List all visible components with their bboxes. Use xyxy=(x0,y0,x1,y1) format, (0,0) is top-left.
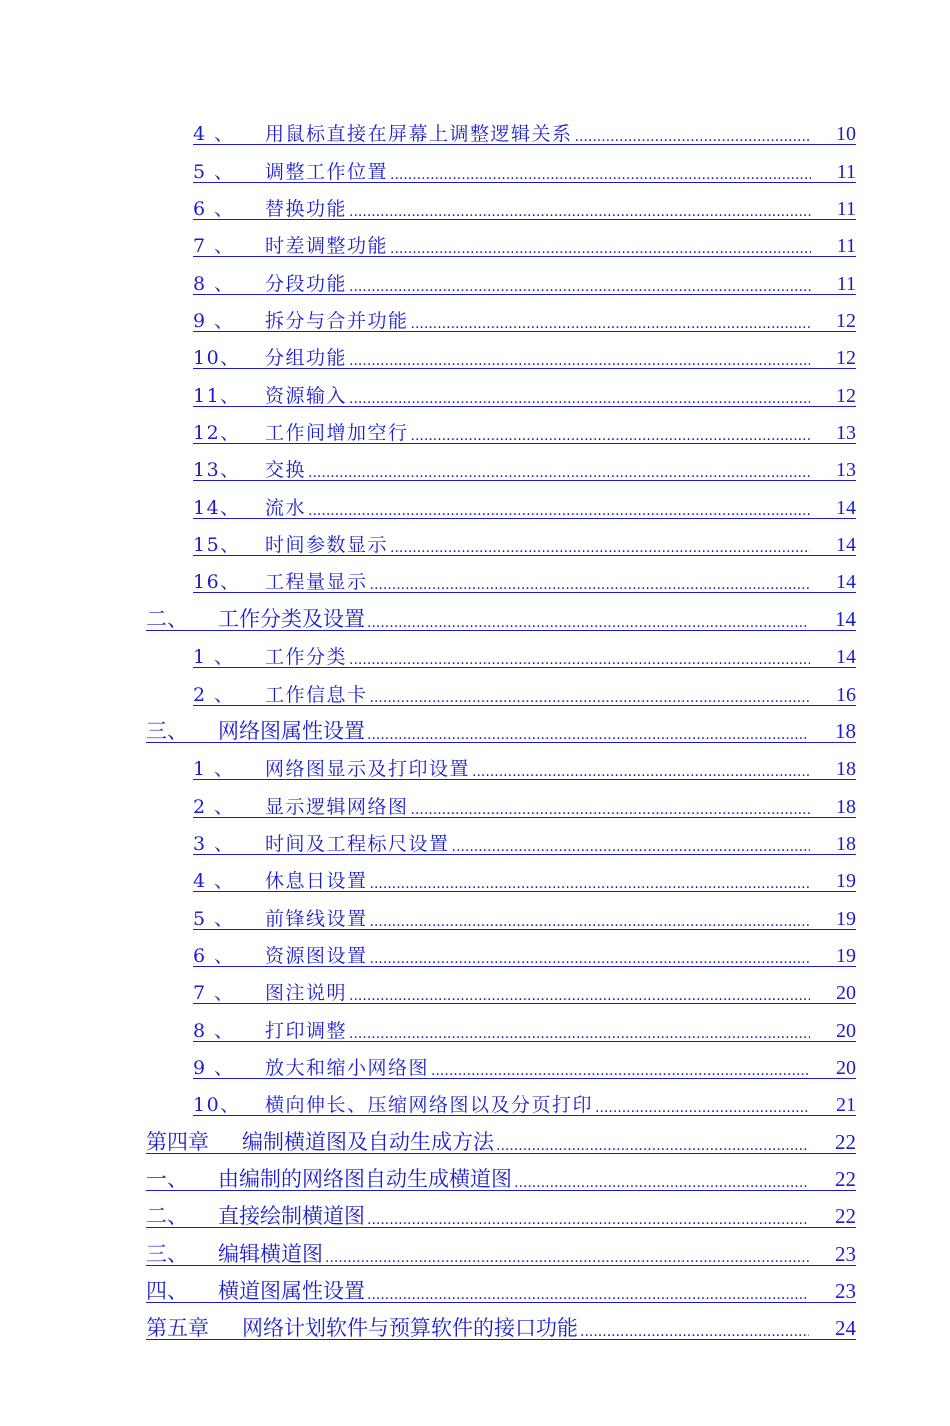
toc-entry-link[interactable] xyxy=(193,946,856,967)
toc-entry-page-number: 19 xyxy=(836,907,856,930)
toc-entry-number: 6 、 xyxy=(193,198,235,221)
toc-entry-page-number: 18 xyxy=(836,832,856,855)
toc-entry-link[interactable] xyxy=(193,834,856,855)
toc-entry-title: 分段功能 xyxy=(265,272,348,295)
toc-entry-number: 9 、 xyxy=(193,310,235,333)
toc-dot-leader xyxy=(349,989,810,1003)
toc-entry xyxy=(0,449,950,486)
toc-entry-page-number: 20 xyxy=(836,1019,856,1042)
toc-entry-title: 分组功能 xyxy=(265,347,348,370)
toc-entry-number: 三、 xyxy=(146,718,188,743)
toc-entry-page-number: 24 xyxy=(835,1316,856,1341)
toc-entry xyxy=(0,262,950,299)
toc-entry-link[interactable] xyxy=(193,909,856,930)
toc-dot-leader xyxy=(370,952,810,966)
toc-entry-link[interactable] xyxy=(193,983,856,1004)
toc-entry-title: 网络图显示及打印设置 xyxy=(265,758,471,781)
toc-entry-page-number: 14 xyxy=(836,646,856,669)
toc-entry-page-number: 19 xyxy=(836,944,856,967)
toc-dot-leader xyxy=(496,1139,809,1153)
toc-entry-page-number: 12 xyxy=(836,347,856,370)
toc-dot-leader xyxy=(472,765,810,779)
toc-entry xyxy=(0,711,950,748)
toc-dot-leader xyxy=(367,616,809,630)
toc-entry-page-number: 16 xyxy=(836,683,856,706)
toc-entry-link[interactable] xyxy=(146,606,856,631)
toc-dot-leader xyxy=(411,803,810,817)
toc-dot-leader xyxy=(452,840,810,854)
toc-entry xyxy=(0,1196,950,1233)
toc-dot-leader xyxy=(367,1288,809,1302)
toc-entry-number: 5 、 xyxy=(193,907,235,930)
toc-entry-link[interactable] xyxy=(193,797,856,818)
toc-entry-link[interactable] xyxy=(146,1129,856,1154)
toc-entry-link[interactable] xyxy=(193,460,856,481)
toc-entry-link[interactable] xyxy=(193,162,856,183)
toc-entry-link[interactable] xyxy=(193,498,856,519)
toc-entry-title: 前锋线设置 xyxy=(265,907,368,930)
toc-dot-leader xyxy=(308,504,810,518)
toc-entry-page-number: 20 xyxy=(836,1056,856,1079)
toc-dot-leader xyxy=(575,130,810,144)
toc-entry xyxy=(0,300,950,337)
toc-entry-link[interactable] xyxy=(146,1206,856,1228)
toc-entry-link[interactable] xyxy=(146,1318,856,1340)
toc-entry-link[interactable] xyxy=(146,718,856,743)
toc-entry xyxy=(0,1084,950,1121)
toc-entry-number: 4 、 xyxy=(193,870,235,893)
toc-entry-link[interactable] xyxy=(146,1281,856,1303)
toc-dot-leader xyxy=(349,392,810,406)
toc-entry xyxy=(0,598,950,635)
toc-entry-title: 工作分类及设置 xyxy=(218,606,365,631)
toc-dot-leader xyxy=(349,205,811,219)
toc-entry-page-number: 11 xyxy=(836,198,856,221)
toc-dot-leader xyxy=(370,691,810,705)
toc-entry-page-number: 22 xyxy=(835,1166,856,1191)
toc-entry-page-number: 13 xyxy=(836,459,856,482)
toc-entry-number: 1 、 xyxy=(193,758,235,781)
toc-dot-leader xyxy=(349,653,810,667)
toc-entry xyxy=(0,1233,950,1270)
toc-entry-number: 四、 xyxy=(146,1279,188,1303)
table-of-contents xyxy=(0,113,950,1345)
toc-entry-page-number: 20 xyxy=(836,982,856,1005)
toc-dot-leader xyxy=(367,728,809,742)
toc-entry-link[interactable] xyxy=(193,199,856,220)
toc-dot-leader xyxy=(349,1027,810,1041)
toc-entry-title: 打印调整 xyxy=(265,1019,348,1042)
toc-entry-page-number: 18 xyxy=(836,758,856,781)
toc-entry-number: 二、 xyxy=(146,1204,188,1229)
toc-entry-title: 工程量显示 xyxy=(265,571,368,594)
toc-entry xyxy=(0,860,950,897)
toc-entry-number: 第四章 xyxy=(146,1129,209,1154)
toc-entry-title: 替换功能 xyxy=(265,198,348,221)
toc-entry-number: 7 、 xyxy=(193,982,235,1005)
toc-entry-page-number: 23 xyxy=(835,1279,856,1303)
toc-entry-number: 三、 xyxy=(146,1241,188,1266)
toc-entry xyxy=(0,636,950,673)
toc-entry-link[interactable] xyxy=(193,423,856,444)
toc-dot-leader xyxy=(390,541,810,555)
toc-entry xyxy=(0,1159,950,1196)
toc-entry-number: 8 、 xyxy=(193,1019,235,1042)
toc-entry-page-number: 23 xyxy=(835,1241,856,1266)
toc-entry-number: 9 、 xyxy=(193,1056,235,1079)
toc-entry-number: 10、 xyxy=(193,1094,241,1117)
toc-dot-leader xyxy=(411,429,810,443)
toc-entry xyxy=(0,1009,950,1046)
toc-entry-title: 网络图属性设置 xyxy=(218,718,365,743)
toc-entry xyxy=(0,1271,950,1308)
toc-entry-number: 13、 xyxy=(193,459,241,482)
toc-entry xyxy=(0,972,950,1009)
toc-entry xyxy=(0,785,950,822)
toc-entry-number: 2 、 xyxy=(193,683,235,706)
toc-entry-number: 16、 xyxy=(193,571,241,594)
toc-entry xyxy=(0,412,950,449)
toc-entry-title: 横道图属性设置 xyxy=(218,1279,365,1303)
toc-entry-number: 3 、 xyxy=(193,832,235,855)
toc-entry-title: 用鼠标直接在屏幕上调整逻辑关系 xyxy=(265,123,573,146)
toc-entry-title: 放大和缩小网络图 xyxy=(265,1056,430,1079)
toc-entry-page-number: 21 xyxy=(836,1094,856,1117)
toc-entry-page-number: 22 xyxy=(835,1129,856,1154)
toc-entry-number: 7 、 xyxy=(193,235,235,258)
toc-entry-link[interactable] xyxy=(193,311,856,332)
toc-dot-leader xyxy=(411,317,810,331)
toc-entry xyxy=(0,150,950,187)
toc-entry-link[interactable] xyxy=(193,1021,856,1042)
toc-entry-number: 2 、 xyxy=(193,795,235,818)
toc-entry-title: 网络计划软件与预算软件的接口功能 xyxy=(242,1316,578,1341)
toc-dot-leader xyxy=(349,280,811,294)
toc-entry-page-number: 12 xyxy=(836,384,856,407)
toc-dot-leader xyxy=(390,168,811,182)
toc-dot-leader xyxy=(431,1064,810,1078)
toc-dot-leader xyxy=(349,354,810,368)
toc-entry-link[interactable] xyxy=(193,871,856,892)
toc-entry-number: 6 、 xyxy=(193,944,235,967)
toc-entry-title: 图注说明 xyxy=(265,982,348,1005)
toc-dot-leader xyxy=(390,242,811,256)
toc-entry-title: 编制横道图及自动生成方法 xyxy=(242,1129,494,1154)
toc-entry-page-number: 14 xyxy=(835,606,856,631)
toc-entry-number: 第五章 xyxy=(146,1316,209,1341)
toc-entry-link[interactable] xyxy=(193,386,856,407)
toc-entry-link[interactable] xyxy=(146,1241,856,1266)
toc-entry-number: 5 、 xyxy=(193,160,235,183)
toc-entry-page-number: 19 xyxy=(836,870,856,893)
toc-dot-leader xyxy=(325,1251,809,1265)
toc-entry-number: 8 、 xyxy=(193,272,235,295)
toc-entry-link[interactable] xyxy=(193,274,856,295)
toc-entry xyxy=(0,524,950,561)
toc-entry-page-number: 11 xyxy=(836,272,856,295)
toc-entry-page-number: 18 xyxy=(835,718,856,743)
toc-entry-page-number: 10 xyxy=(836,123,856,146)
toc-entry-number: 11、 xyxy=(193,384,241,407)
toc-entry xyxy=(0,935,950,972)
toc-entry xyxy=(0,486,950,523)
toc-entry xyxy=(0,561,950,598)
toc-entry-link[interactable] xyxy=(193,124,856,145)
toc-entry-link[interactable] xyxy=(193,236,856,257)
toc-entry-link[interactable] xyxy=(193,759,856,780)
toc-entry xyxy=(0,113,950,150)
toc-entry-page-number: 14 xyxy=(836,534,856,557)
toc-entry-page-number: 11 xyxy=(836,235,856,258)
toc-entry-number: 14、 xyxy=(193,496,241,519)
toc-entry-number: 10、 xyxy=(193,347,241,370)
toc-entry-number: 1 、 xyxy=(193,646,235,669)
toc-entry-link[interactable] xyxy=(193,1058,856,1079)
toc-entry-title: 时间及工程标尺设置 xyxy=(265,832,450,855)
toc-entry-number: 15、 xyxy=(193,534,241,557)
toc-dot-leader xyxy=(370,915,810,929)
toc-entry-title: 工作间增加空行 xyxy=(265,422,409,445)
toc-dot-leader xyxy=(370,877,810,891)
toc-entry-title: 时间参数显示 xyxy=(265,534,389,557)
toc-entry-title: 流水 xyxy=(265,496,307,519)
toc-entry-title: 显示逻辑网络图 xyxy=(265,795,409,818)
toc-entry-title: 横向伸长、压缩网络图以及分页打印 xyxy=(265,1094,594,1117)
toc-dot-leader xyxy=(580,1325,809,1339)
toc-entry-title: 由编制的网络图自动生成横道图 xyxy=(218,1166,512,1191)
toc-entry-link[interactable] xyxy=(193,348,856,369)
toc-entry xyxy=(0,1308,950,1345)
toc-entry-title: 直接绘制横道图 xyxy=(218,1204,365,1229)
toc-entry-page-number: 11 xyxy=(836,160,856,183)
toc-entry-title: 拆分与合并功能 xyxy=(265,310,409,333)
toc-entry-link[interactable] xyxy=(146,1166,856,1191)
toc-entry-number: 12、 xyxy=(193,422,241,445)
toc-entry xyxy=(0,748,950,785)
toc-entry-page-number: 18 xyxy=(836,795,856,818)
toc-entry-link[interactable] xyxy=(193,685,856,706)
toc-entry-number: 一、 xyxy=(146,1166,188,1191)
toc-entry-title: 交换 xyxy=(265,459,307,482)
toc-dot-leader xyxy=(370,578,810,592)
toc-entry-page-number: 14 xyxy=(836,496,856,519)
toc-entry-link[interactable] xyxy=(193,1095,856,1116)
toc-entry-title: 编辑横道图 xyxy=(218,1241,323,1266)
toc-dot-leader xyxy=(595,1101,810,1115)
toc-entry-link[interactable] xyxy=(193,572,856,593)
toc-entry-page-number: 22 xyxy=(835,1204,856,1229)
toc-entry-link[interactable] xyxy=(193,535,856,556)
toc-entry xyxy=(0,673,950,710)
toc-entry xyxy=(0,1121,950,1158)
toc-entry xyxy=(0,337,950,374)
toc-entry-link[interactable] xyxy=(193,647,856,668)
toc-entry-page-number: 12 xyxy=(836,310,856,333)
toc-entry-title: 工作分类 xyxy=(265,646,348,669)
toc-entry-page-number: 13 xyxy=(836,422,856,445)
toc-dot-leader xyxy=(367,1213,809,1227)
toc-entry-number: 4 、 xyxy=(193,123,235,146)
toc-entry xyxy=(0,1047,950,1084)
toc-dot-leader xyxy=(514,1176,809,1190)
toc-entry xyxy=(0,188,950,225)
toc-entry-page-number: 14 xyxy=(836,571,856,594)
toc-dot-leader xyxy=(308,466,810,480)
toc-entry xyxy=(0,225,950,262)
toc-entry-number: 二、 xyxy=(146,606,188,631)
toc-entry xyxy=(0,823,950,860)
toc-entry-title: 资源图设置 xyxy=(265,944,368,967)
toc-entry-title: 工作信息卡 xyxy=(265,683,368,706)
toc-entry xyxy=(0,374,950,411)
toc-entry-title: 资源输入 xyxy=(265,384,348,407)
toc-entry-title: 休息日设置 xyxy=(265,870,368,893)
toc-entry-title: 时差调整功能 xyxy=(265,235,389,258)
toc-entry-title: 调整工作位置 xyxy=(265,160,389,183)
toc-entry xyxy=(0,897,950,934)
